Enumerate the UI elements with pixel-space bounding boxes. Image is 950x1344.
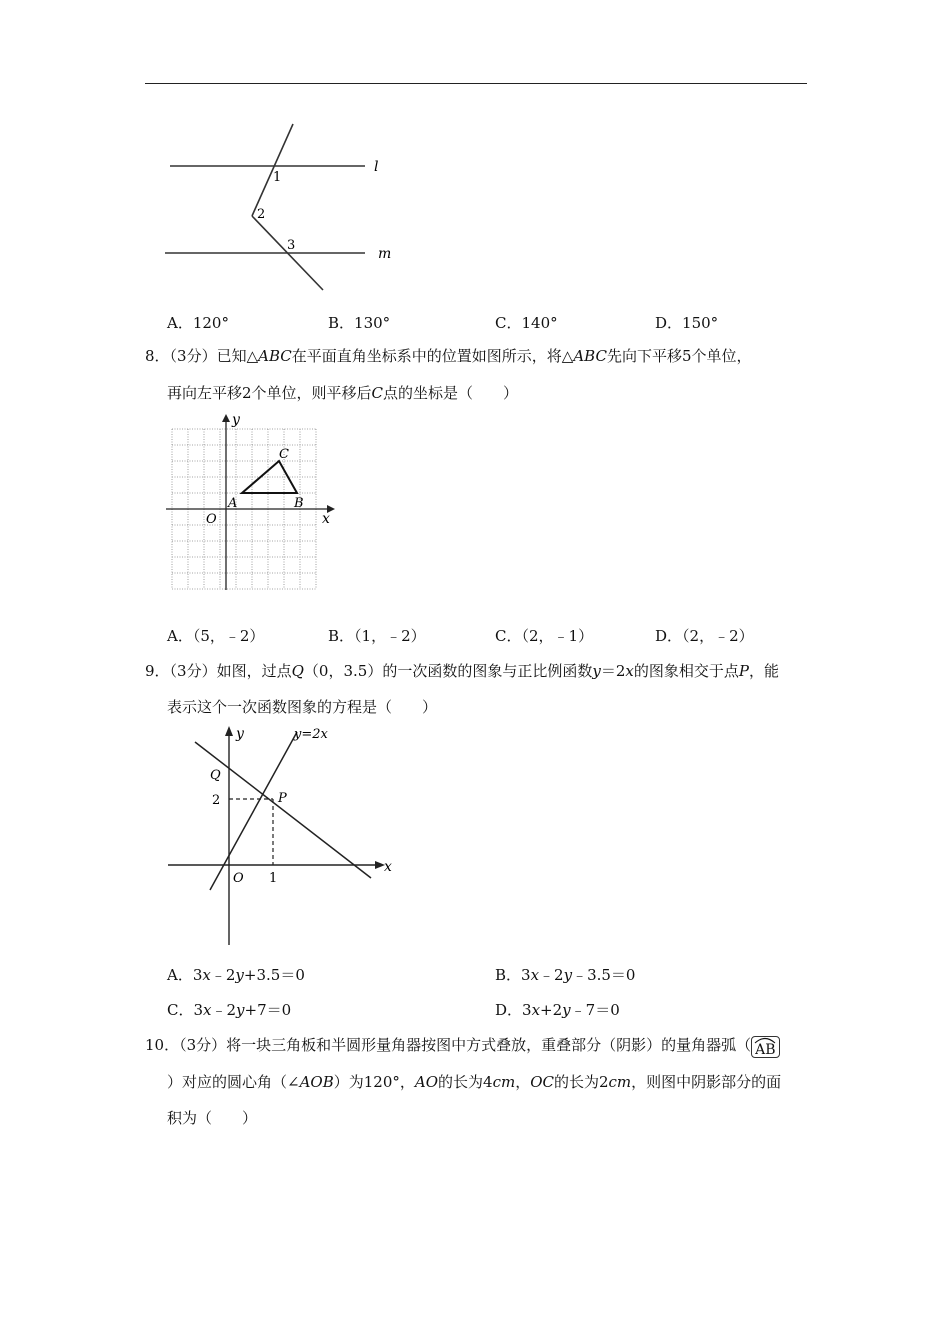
question-number: 8． (145, 347, 170, 365)
label-origin: O (206, 512, 217, 527)
option-text: （2，﹣2） (682, 627, 754, 645)
tick-2: 2 (212, 793, 221, 808)
option-letter: D． (655, 627, 683, 645)
label-x: x (322, 511, 330, 527)
option-var: x (530, 966, 540, 984)
option-var: x (531, 1001, 541, 1019)
text: （0，3.5）的一次函数的图象与正比例函数 (303, 662, 593, 680)
option-letter: A． (167, 966, 193, 984)
option-text: ﹣2 (211, 1001, 237, 1019)
var: ABC (258, 347, 292, 365)
label-x: x (384, 859, 392, 875)
option-var: x (202, 966, 211, 984)
option-text: ﹣2 (210, 966, 236, 984)
text: 的图象相交于点 (633, 662, 739, 680)
text: 的长为2 (553, 1073, 609, 1091)
var: cm (492, 1073, 516, 1091)
var: cm (608, 1073, 632, 1091)
q9-stem-line1 (145, 660, 779, 681)
question-number: 10． (145, 1036, 180, 1054)
label-a: A (228, 496, 238, 511)
var: P (738, 662, 749, 680)
text: ）为120°， (333, 1073, 415, 1091)
arc-label: AB (755, 1042, 776, 1058)
option-text: 3 (522, 1001, 532, 1019)
var: AOB (299, 1073, 334, 1091)
option-text: 150° (682, 314, 719, 332)
text: 积为（ ） (167, 1109, 258, 1127)
text: 点的坐标是（ ） (383, 384, 519, 402)
line-through-q (195, 742, 371, 878)
q8-option-a[interactable] (167, 625, 264, 646)
option-text: 130° (354, 314, 391, 332)
text: ＝2 (600, 662, 626, 680)
option-var: y (562, 1001, 571, 1019)
option-letter: C． (495, 314, 522, 332)
option-var: y (563, 966, 573, 984)
option-text: +2 (540, 1001, 563, 1019)
option-letter: B． (328, 627, 355, 645)
option-letter: B． (495, 966, 522, 984)
q7-figure (160, 118, 400, 298)
q8-option-c[interactable] (495, 625, 593, 646)
q10-stem-line1 (145, 1034, 780, 1058)
option-letter: A． (167, 314, 193, 332)
option-var: y (236, 1001, 245, 1019)
text: 先向下平移5个单位， (606, 347, 752, 365)
label-y: y (232, 412, 240, 428)
text: ，则图中阴影部分的面 (631, 1073, 782, 1091)
q8-coordinate-figure (164, 412, 339, 592)
option-text: 3 (192, 966, 203, 984)
q9-option-d[interactable] (495, 999, 620, 1020)
angle-2-label: 2 (257, 207, 266, 222)
text: 在平面直角坐标系中的位置如图所示，将△ (291, 347, 574, 365)
question-score: （3分） (169, 347, 217, 365)
label-p: P (278, 791, 287, 806)
q9-option-b[interactable] (495, 964, 635, 985)
option-var: x (203, 1001, 212, 1019)
var: Q (291, 662, 304, 680)
label-m: m (378, 246, 392, 262)
var: AO (414, 1073, 439, 1091)
q7-option-d[interactable] (655, 312, 718, 333)
tick-1: 1 (269, 871, 278, 886)
option-text: ﹣7＝0 (570, 1001, 620, 1019)
q8-option-d[interactable] (655, 625, 754, 646)
var: y (592, 662, 601, 680)
option-letter: D． (655, 314, 683, 332)
q10-stem-line3 (167, 1107, 257, 1128)
label-l: l (374, 159, 379, 175)
option-letter: C． (495, 627, 522, 645)
var: ABC (573, 347, 607, 365)
text: 将一块三角板和半圆形量角器按图中方式叠放，重叠部分（阴影）的量角器弧（ (226, 1036, 752, 1054)
option-text: ﹣2 (539, 966, 564, 984)
q9-option-a[interactable] (167, 964, 305, 985)
q8-stem-line1 (145, 345, 751, 366)
option-text: 140° (521, 314, 558, 332)
option-text: 3 (193, 1001, 204, 1019)
text: 如图，过点 (216, 662, 292, 680)
var: x (625, 662, 634, 680)
option-text: （2，﹣1） (521, 627, 594, 645)
q8-option-b[interactable] (328, 625, 426, 646)
option-text: （1，﹣2） (354, 627, 426, 645)
q9-function-figure (160, 722, 400, 950)
y-axis-arrow (222, 414, 230, 422)
option-letter: C． (167, 1001, 194, 1019)
text: 表示这个一次函数图象的方程是（ ） (167, 698, 438, 716)
label-y: y (236, 726, 244, 742)
header-rule (145, 83, 807, 84)
option-text: 120° (192, 314, 229, 332)
text: ， (515, 1073, 531, 1091)
q10-stem-line2 (167, 1071, 781, 1092)
option-text: ﹣3.5＝0 (572, 966, 636, 984)
question-score: （3分） (179, 1036, 227, 1054)
text: 再向左平移2个单位，则平移后 (167, 384, 372, 402)
option-text: +7＝0 (244, 1001, 292, 1019)
text: ，能 (748, 662, 779, 680)
label-b: B (294, 496, 304, 511)
option-text: （5，﹣2） (192, 627, 265, 645)
label-q: Q (210, 768, 221, 783)
q9-option-c[interactable] (167, 999, 291, 1020)
arc-ab-symbol (751, 1036, 779, 1058)
text: 的长为4 (438, 1073, 493, 1091)
var: C (371, 384, 384, 402)
var: OC (530, 1073, 554, 1091)
option-var: y (235, 966, 244, 984)
q7-option-a[interactable] (167, 312, 229, 333)
question-score: （3分） (169, 662, 217, 680)
label-origin: O (233, 871, 244, 886)
text: 已知△ (216, 347, 259, 365)
option-text: 3 (521, 966, 531, 984)
arc-icon (754, 1037, 776, 1044)
angle-1-label: 1 (273, 170, 282, 185)
q7-option-c[interactable] (495, 312, 558, 333)
label-y-eq-2x: y=2x (294, 727, 328, 742)
label-c: C (279, 447, 289, 462)
question-number: 9． (145, 662, 170, 680)
option-letter: D． (495, 1001, 523, 1019)
option-letter: A． (167, 627, 193, 645)
angle-3-label: 3 (287, 238, 296, 253)
q9-stem-line2 (167, 696, 437, 717)
q7-option-b[interactable] (328, 312, 390, 333)
option-text: +3.5＝0 (243, 966, 305, 984)
text: ）对应的圆心角（∠ (167, 1073, 300, 1091)
q8-stem-line2 (167, 382, 518, 403)
y-axis-arrow (225, 726, 233, 736)
option-letter: B． (328, 314, 355, 332)
